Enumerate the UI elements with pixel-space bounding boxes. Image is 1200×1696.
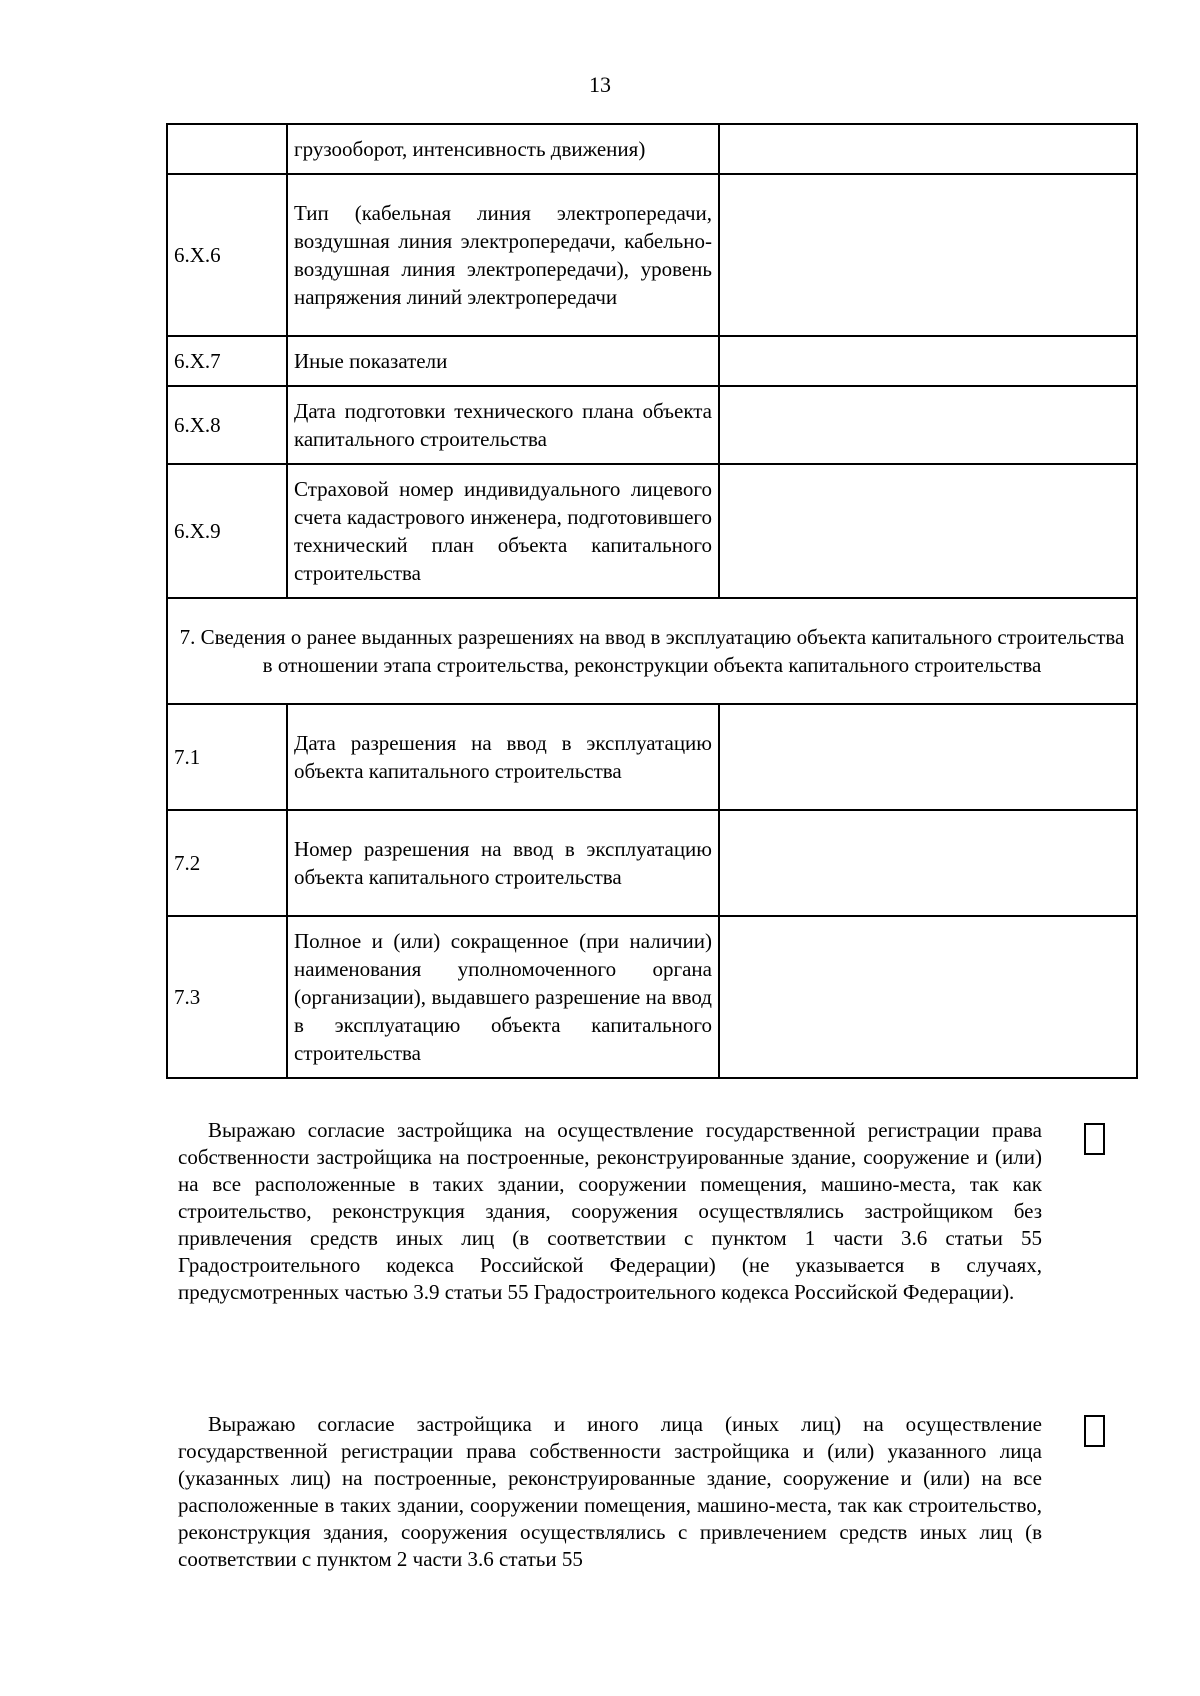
consent-text-1: Выражаю согласие застройщика на осуществление государственной регистрации права собственности застройщика на построенные, реконструированные здание, сооружение и (или) на все расположенные в таких здании, сооружении помещения, машино-места, так как строительство, реконструкция здания, сооружения осуществлялись застройщиком без привлечения средств иных лиц (в соответствии с пунктом 1 части 3.6 статьи 55 Градостроительного кодекса Российской Федерации) (не указывается в случаях, предусмотренных частью 3.9 статьи 55 Градостроительного кодекса Российской Федерации). [178,1118,1042,1304]
consent-checkbox-1[interactable] [1084,1123,1105,1155]
row-value-cell[interactable] [719,174,1137,336]
table-row [167,174,1137,336]
consent-text-2: Выражаю согласие застройщика и иного лица (иных лиц) на осуществление государственной регистрации права собственности застройщика и (или) указанного лица (указанных лиц) на построенные, реконструированные здание, сооружение и (или) на все расположенные в таких здании, сооружении помещения, машино-места, так как строительство, реконструкция здания, сооружения осуществлялись с привлечением средств иных лиц (в соответствии с пунктом 2 части 3.6 статьи 55 [178,1412,1042,1571]
row-number [167,124,287,174]
row-label: Полное и (или) сокращенное (при наличии) наименования уполномоченного органа (организации), выдавшего разрешение на ввод в эксплуатацию объекта капитального строительства [287,916,719,1078]
table-row [167,336,1137,386]
row-label: Дата подготовки технического плана объекта капитального строительства [287,386,719,464]
row-number: 7.2 [167,810,287,916]
table-row [167,916,1137,1078]
row-number: 7.3 [167,916,287,1078]
row-number: 6.Х.9 [167,464,287,598]
row-value-cell[interactable] [719,336,1137,386]
table-row [167,386,1137,464]
form-table [166,123,1138,1079]
row-label: Номер разрешения на ввод в эксплуатацию объекта капитального строительства [287,810,719,916]
table-row [167,810,1137,916]
row-label: Иные показатели [287,336,719,386]
consent-checkbox-2[interactable] [1084,1415,1105,1447]
row-value-cell[interactable] [719,464,1137,598]
page-number: 13 [589,72,611,97]
row-value-cell[interactable] [719,916,1137,1078]
section-7-title: 7. Сведения о ранее выданных разрешениях на ввод в эксплуатацию объекта капитального строительства в отношении этапа строительства, реконструкции объекта капитального строительства [167,598,1137,704]
row-label: Страховой номер индивидуального лицевого счета кадастрового инженера, подготовившего технический план объекта капитального строительства [287,464,719,598]
row-label: Тип (кабельная линия электропередачи, воздушная линия электропередачи, кабельно-воздушная линия электропередачи), уровень напряжения линий электропередачи [287,174,719,336]
row-value-cell[interactable] [719,704,1137,810]
row-number: 6.Х.6 [167,174,287,336]
row-number: 7.1 [167,704,287,810]
section-row [167,598,1137,704]
row-value-cell[interactable] [719,810,1137,916]
table-row [167,464,1137,598]
table-row [167,124,1137,174]
row-value-cell[interactable] [719,124,1137,174]
row-number: 6.Х.8 [167,386,287,464]
row-value-cell[interactable] [719,386,1137,464]
row-label: грузооборот, интенсивность движения) [287,124,719,174]
table-row [167,704,1137,810]
row-number: 6.Х.7 [167,336,287,386]
row-label: Дата разрешения на ввод в эксплуатацию объекта капитального строительства [287,704,719,810]
